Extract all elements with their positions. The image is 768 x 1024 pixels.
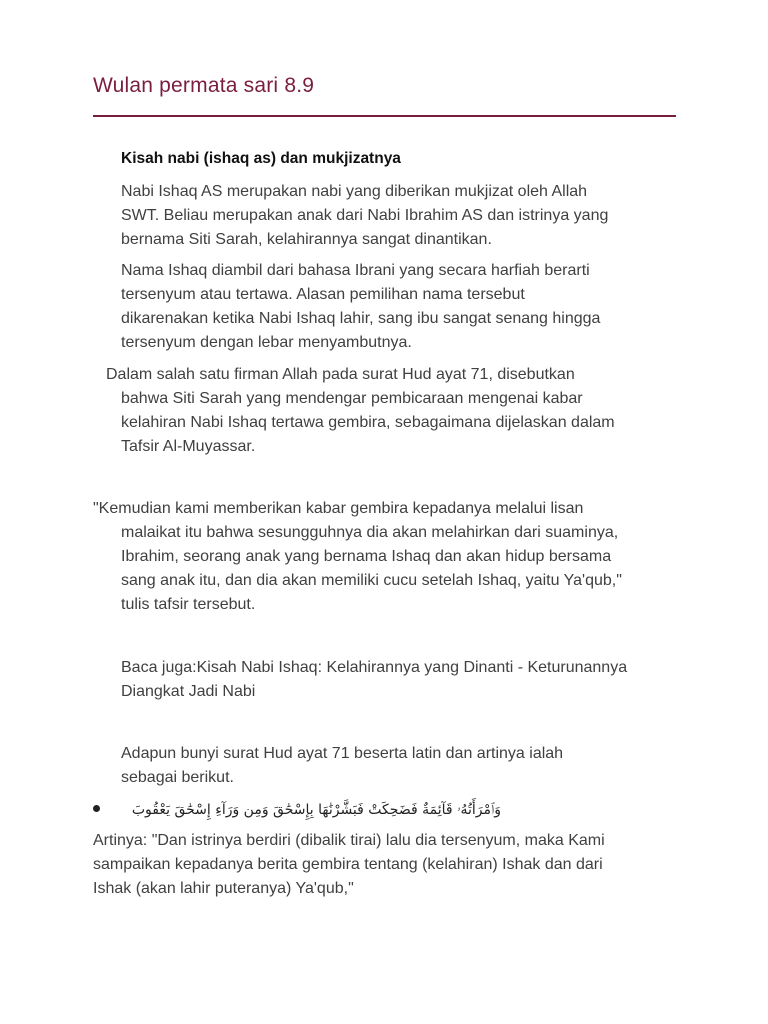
paragraph-line: Nama Ishaq diambil dari bahasa Ibrani yang secara harfiah berarti: [121, 262, 590, 279]
paragraph-line: Ibrahim, seorang anak yang bernama Ishaq dan akan hidup bersama: [121, 548, 612, 565]
paragraph-verse-intro: [121, 742, 563, 790]
paragraph-name-meaning: [121, 259, 600, 355]
paragraph-line: "Kemudian kami memberikan kabar gembira kepadanya melalui lisan: [93, 500, 584, 517]
paragraph-line: dikarenakan ketika Nabi Ishaq lahir, sang ibu sangat senang hingga: [121, 310, 601, 327]
paragraph-translation: [93, 829, 605, 901]
paragraph-line: tulis tafsir tersebut.: [121, 596, 256, 613]
arabic-verse-bullet: [93, 800, 513, 822]
paragraph-line: sebagai berikut.: [121, 769, 234, 786]
paragraph-intro: [121, 180, 608, 252]
bullet-dot-icon: [93, 805, 100, 812]
arabic-verse-text: وَٱمْرَأَتُهُۥ قَآئِمَةٌ فَضَحِكَتْ فَبَشَّرْنَٰهَا بِإِسْحَٰقَ وَمِن وَرَآءِ إِسْحَٰقَ يَعْقُوبَ: [131, 802, 501, 818]
paragraph-tafsir-quote: [93, 497, 622, 617]
paragraph-line: sang anak itu, dan dia akan memiliki cucu setelah Ishaq, yaitu Ya'qub,": [121, 572, 622, 589]
paragraph-line: sampaikan kepadanya berita gembira tentang (kelahiran) Ishak dan dari: [93, 856, 603, 873]
paragraph-line: Nabi Ishaq AS merupakan nabi yang diberikan mukjizat oleh Allah: [121, 183, 588, 200]
section-heading: Kisah nabi (ishaq as) dan mukjizatnya: [121, 150, 401, 167]
paragraph-line: malaikat itu bahwa sesungguhnya dia akan melahirkan dari suaminya,: [121, 524, 619, 541]
paragraph-line: Diangkat Jadi Nabi: [121, 683, 256, 700]
paragraph-line: Artinya: "Dan istrinya berdiri (dibalik tirai) lalu dia tersenyum, maka Kami: [93, 832, 605, 849]
paragraph-surat-hud: [106, 363, 615, 459]
paragraph-line: tersenyum dengan lebar menyambutnya.: [121, 334, 412, 351]
paragraph-line: SWT. Beliau merupakan anak dari Nabi Ibrahim AS dan istrinya yang: [121, 207, 609, 224]
title-underline-rule: [93, 115, 676, 117]
paragraph-line: Tafsir Al-Muyassar.: [121, 438, 256, 455]
paragraph-line: kelahiran Nabi Ishaq tertawa gembira, sebagaimana dijelaskan dalam: [121, 414, 615, 431]
paragraph-line: tersenyum atau tertawa. Alasan pemilihan nama tersebut: [121, 286, 525, 303]
paragraph-read-also: [121, 656, 627, 704]
paragraph-line: bernama Siti Sarah, kelahirannya sangat dinantikan.: [121, 231, 492, 248]
paragraph-line: Dalam salah satu firman Allah pada surat Hud ayat 71, disebutkan: [106, 366, 575, 383]
paragraph-line: Ishak (akan lahir puteranya) Ya'qub,": [93, 880, 354, 897]
paragraph-line: Adapun bunyi surat Hud ayat 71 beserta latin dan artinya ialah: [121, 745, 564, 762]
paragraph-line: Baca juga:Kisah Nabi Ishaq: Kelahirannya yang Dinanti - Keturunannya: [121, 659, 628, 676]
document-title: Wulan permata sari 8.9: [93, 74, 315, 97]
paragraph-line: bahwa Siti Sarah yang mendengar pembicaraan mengenai kabar: [121, 390, 583, 407]
